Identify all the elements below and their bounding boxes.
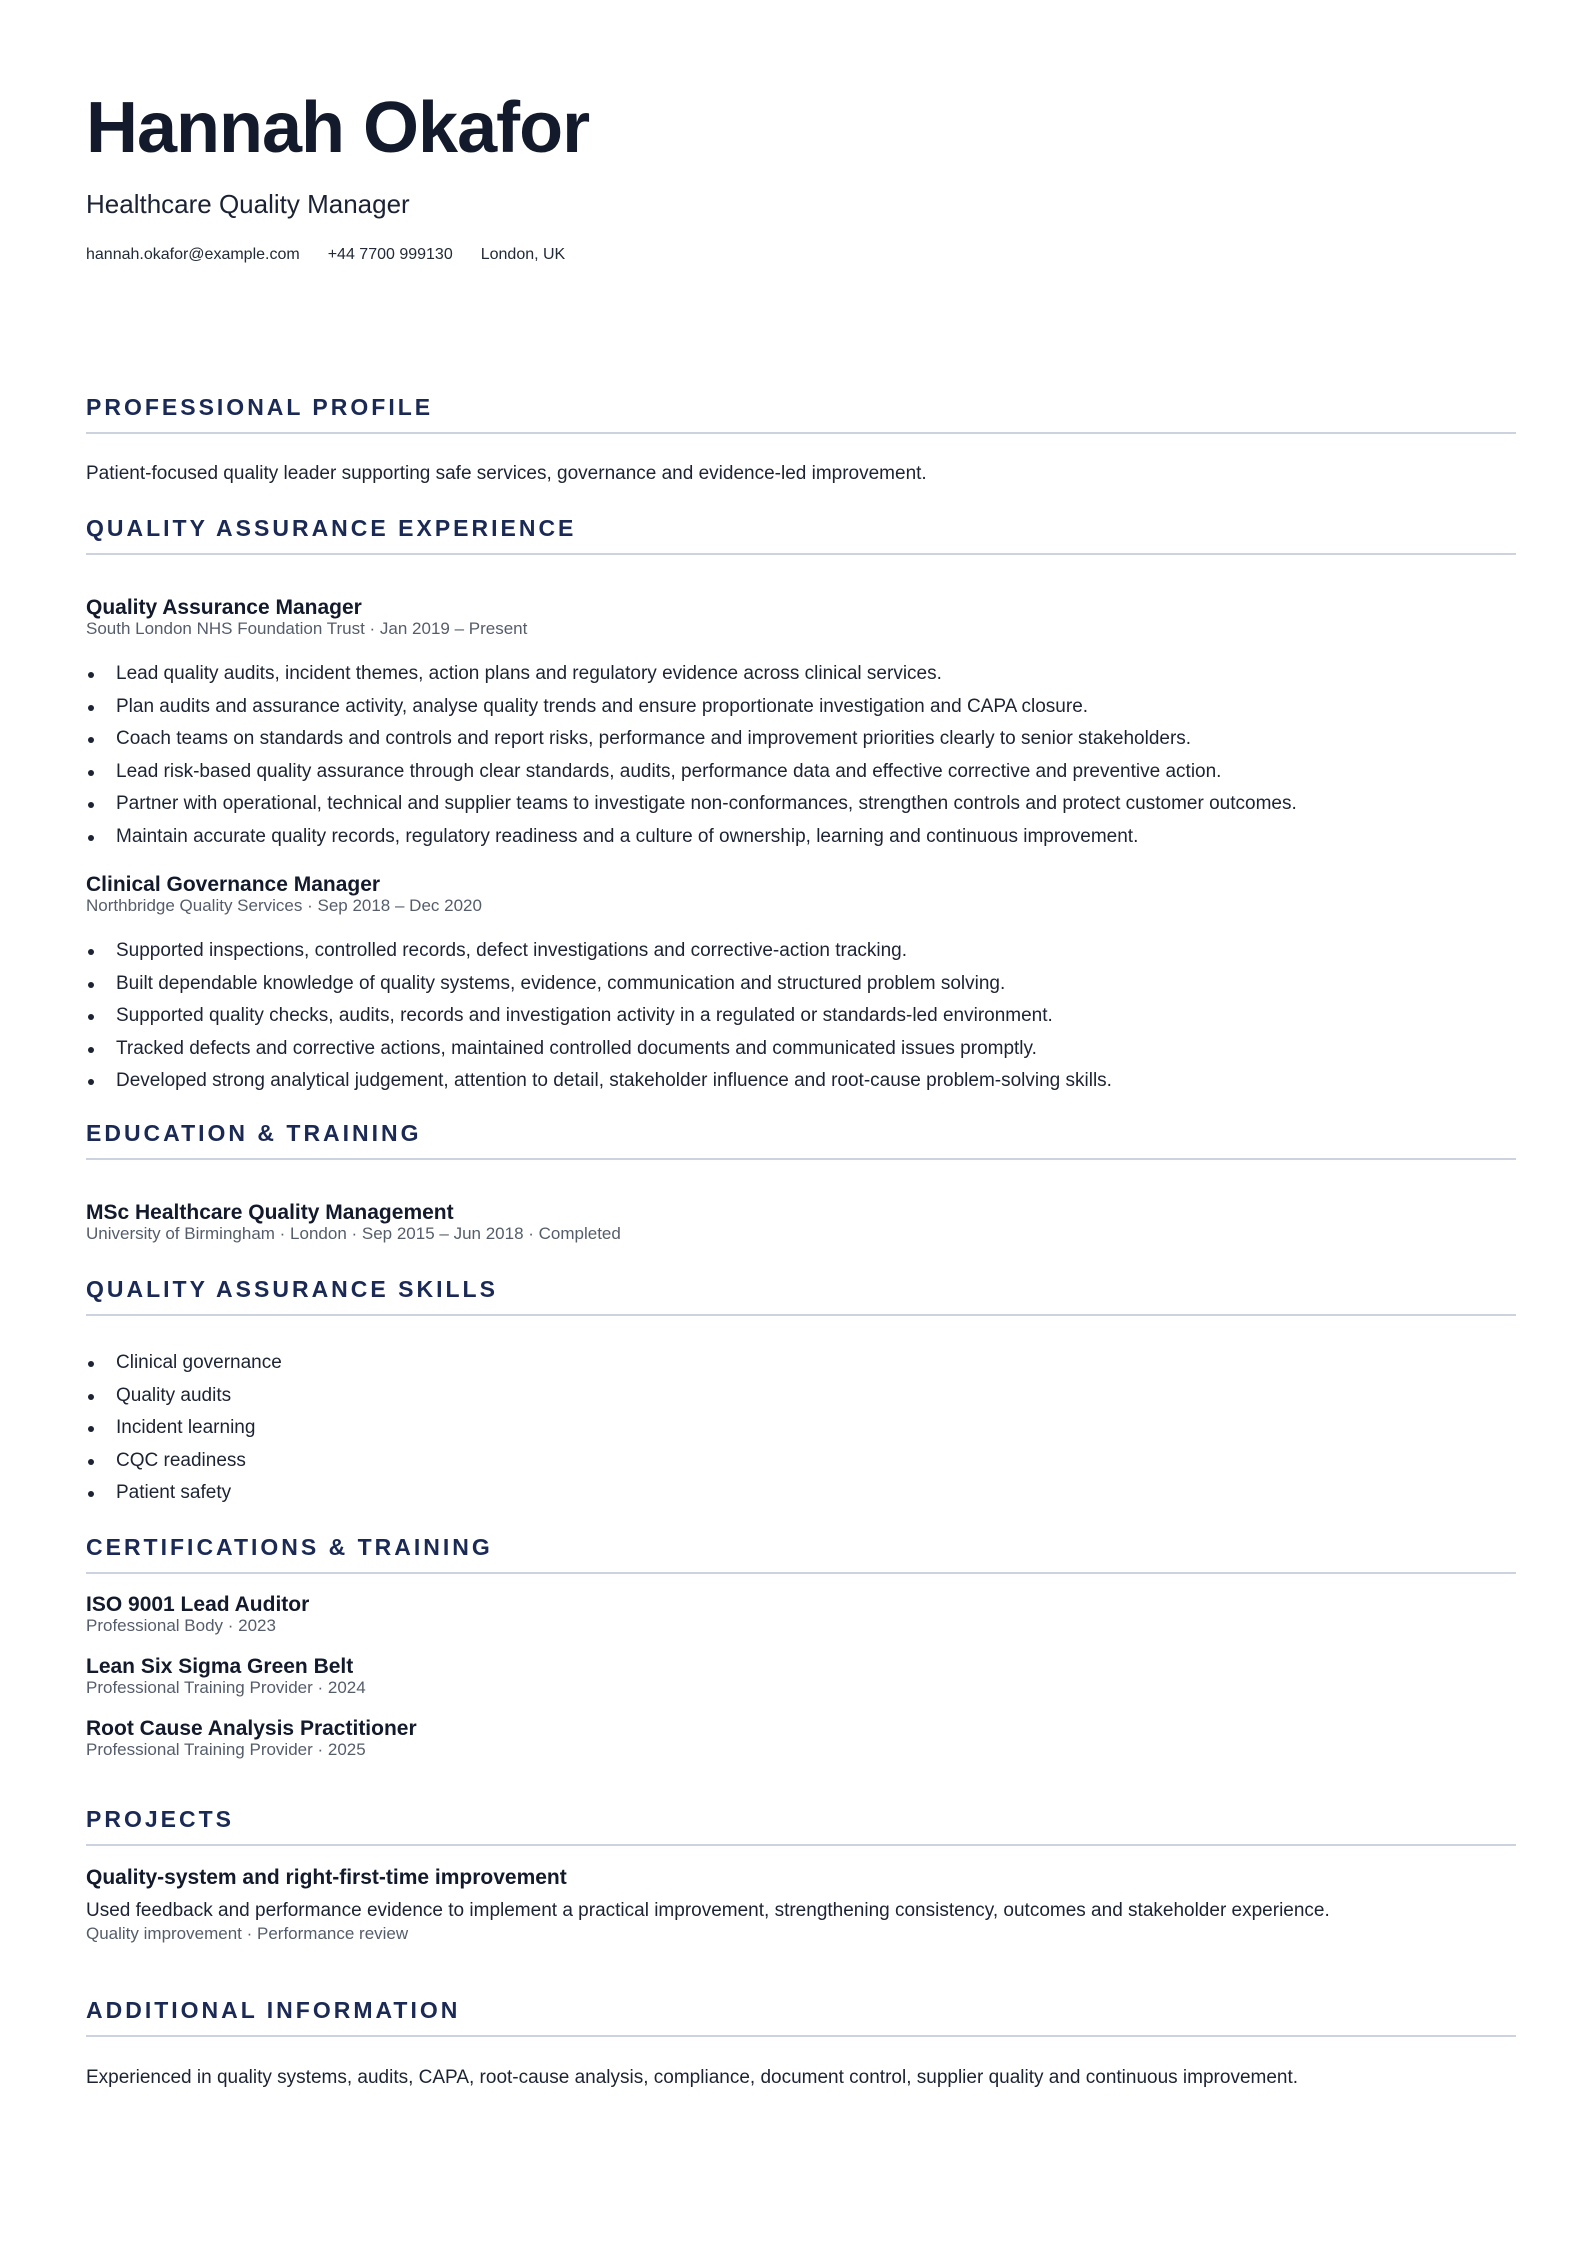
section-divider: [86, 1314, 1516, 1316]
list-item: Lead quality audits, incident themes, action plans and regulatory evidence across clinical services.: [86, 658, 1516, 691]
section-title-profile: PROFESSIONAL PROFILE: [86, 394, 434, 420]
section-divider: [86, 2035, 1516, 2037]
project-tags: Quality improvement · Performance review: [86, 1924, 409, 1943]
candidate-name: Hannah Okafor: [86, 88, 590, 168]
list-item: Coach teams on standards and controls and report risks, performance and improvement priorities clearly to senior stakeholders.: [86, 723, 1516, 756]
skill-item: Quality audits: [86, 1380, 1516, 1413]
contact-phone[interactable]: +44 7700 999130: [327, 246, 453, 263]
section-title-experience: QUALITY ASSURANCE EXPERIENCE: [86, 515, 577, 541]
list-item: Partner with operational, technical and supplier teams to investigate non-conformances, strengthen controls and protect customer outcomes.: [86, 788, 1516, 821]
degree-title: MSc Healthcare Quality Management: [86, 1201, 454, 1224]
certification-meta: Professional Training Provider · 2025: [86, 1740, 366, 1759]
candidate-headline: Healthcare Quality Manager: [86, 189, 410, 219]
skill-item: Incident learning: [86, 1412, 1516, 1445]
certification-name: Root Cause Analysis Practitioner: [86, 1717, 417, 1740]
job-meta: Northbridge Quality Services · Sep 2018 – Dec 2020: [86, 896, 482, 915]
skill-item: Clinical governance: [86, 1347, 1516, 1380]
job-meta: South London NHS Foundation Trust · Jan 2019 – Present: [86, 619, 528, 638]
section-title-skills: QUALITY ASSURANCE SKILLS: [86, 1276, 498, 1302]
job-bullets: [86, 658, 1516, 853]
certification-name: ISO 9001 Lead Auditor: [86, 1593, 310, 1616]
job-title: Quality Assurance Manager: [86, 596, 362, 619]
section-divider: [86, 1158, 1516, 1160]
list-item: Built dependable knowledge of quality systems, evidence, communication and structured problem solving.: [86, 968, 1516, 1001]
list-item: Developed strong analytical judgement, attention to detail, stakeholder influence and root-cause problem-solving skills.: [86, 1065, 1516, 1098]
degree-meta: University of Birmingham · London · Sep 2015 – Jun 2018 · Completed: [86, 1224, 621, 1243]
section-title-certifications: CERTIFICATIONS & TRAINING: [86, 1534, 493, 1560]
certification-meta: Professional Training Provider · 2024: [86, 1678, 366, 1697]
list-item: Supported quality checks, audits, records and investigation activity in a regulated or standards-led environment.: [86, 1000, 1516, 1033]
section-divider: [86, 1572, 1516, 1574]
list-item: Tracked defects and corrective actions, maintained controlled documents and communicated issues promptly.: [86, 1033, 1516, 1066]
list-item: Plan audits and assurance activity, analyse quality trends and ensure proportionate investigation and CAPA closure.: [86, 691, 1516, 724]
list-item: Supported inspections, controlled records, defect investigations and corrective-action tracking.: [86, 935, 1516, 968]
section-divider: [86, 1844, 1516, 1846]
section-divider: [86, 432, 1516, 434]
skill-item: Patient safety: [86, 1477, 1516, 1510]
job-title: Clinical Governance Manager: [86, 873, 381, 896]
skills-list: [86, 1347, 1516, 1510]
section-title-education: EDUCATION & TRAINING: [86, 1120, 422, 1146]
certification-name: Lean Six Sigma Green Belt: [86, 1655, 354, 1678]
contact-email[interactable]: hannah.okafor@example.com: [86, 246, 300, 263]
profile-summary: Patient-focused quality leader supporting safe services, governance and evidence-led improvement.: [86, 463, 927, 484]
project-name: Quality-system and right-first-time improvement: [86, 1866, 567, 1889]
project-description: Used feedback and performance evidence to implement a practical improvement, strengthening consistency, outcomes and stakeholder experience.: [86, 1900, 1330, 1921]
job-bullets: [86, 935, 1516, 1098]
section-title-additional: ADDITIONAL INFORMATION: [86, 1997, 461, 2023]
skill-item: CQC readiness: [86, 1445, 1516, 1478]
contact-line: [86, 246, 565, 264]
list-item: Maintain accurate quality records, regulatory readiness and a culture of ownership, learning and continuous improvement.: [86, 821, 1516, 854]
list-item: Lead risk-based quality assurance through clear standards, audits, performance data and effective corrective and preventive action.: [86, 756, 1516, 789]
section-divider: [86, 553, 1516, 555]
contact-location: London, UK: [480, 246, 566, 263]
additional-info: Experienced in quality systems, audits, CAPA, root-cause analysis, compliance, document control, supplier quality and continuous improvement.: [86, 2067, 1299, 2088]
section-title-projects: PROJECTS: [86, 1806, 234, 1832]
certification-meta: Professional Body · 2023: [86, 1616, 276, 1635]
